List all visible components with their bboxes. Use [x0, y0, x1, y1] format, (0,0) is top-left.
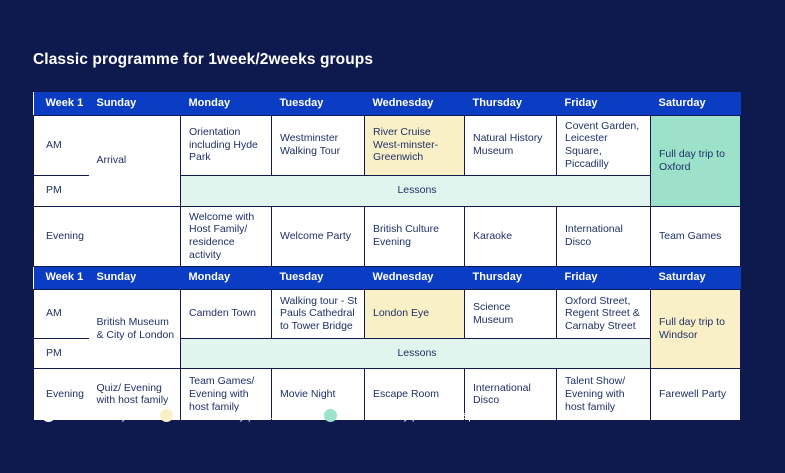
activity-cell-week1-am-thursday: Natural History Museum — [465, 115, 557, 175]
week1-day-header-saturday: Saturday — [651, 92, 741, 115]
week1-day-header-friday: Friday — [557, 92, 651, 115]
week1-evening-row — [34, 206, 741, 266]
activity-cell-week1-am-tuesday: Westminster Walking Tour — [272, 115, 365, 175]
activity-cell-week2-evening-tuesday: Movie Night — [272, 368, 365, 420]
activity-cell-week2-am-friday: Oxford Street, Regent Street & Carnaby Street — [557, 289, 651, 338]
week2-am-row — [34, 289, 741, 338]
week2-day-header-tuesday: Tuesday — [272, 266, 365, 289]
week1-row-label-evening: Evening — [34, 206, 89, 266]
week2-header-row — [34, 266, 741, 289]
week1-day-header-wednesday: Wednesday — [365, 92, 465, 115]
activity-cell-week1-evening-wednesday: British Culture Evening — [365, 206, 465, 266]
legend-label-public-transport: Excursion by public transport — [346, 409, 488, 422]
activity-cell-week2-am-thursday: Science Museum — [465, 289, 557, 338]
legend-label-private-coach: Excursion by private coach — [182, 409, 314, 422]
lessons-cell-week1: Lessons — [181, 175, 651, 206]
week1-am-row — [34, 115, 741, 175]
activity-cell-week1-evening-thursday: Karaoke — [465, 206, 557, 266]
activity-cell-week1-sunday-arrival: Arrival — [89, 115, 181, 206]
local-activity-dot-icon — [42, 409, 55, 422]
week1-day-header-monday: Monday — [181, 92, 272, 115]
legend-label-local-activity: Local activity — [64, 409, 127, 422]
activity-cell-week2-am-monday: Camden Town — [181, 289, 272, 338]
week2-day-header-wednesday: Wednesday — [365, 266, 465, 289]
week2-day-header-friday: Friday — [557, 266, 651, 289]
legend-item-local-activity — [42, 409, 127, 422]
activity-cell-week2-evening-saturday: Farewell Party — [651, 368, 741, 420]
page-title: Classic programme for 1week/2weeks groups — [33, 51, 374, 68]
week1-day-header-sunday: Sunday — [89, 92, 181, 115]
week2-label: Week 1 — [34, 266, 89, 289]
legend-item-public-transport — [324, 409, 487, 422]
week1-header-row — [34, 92, 741, 115]
activity-cell-week1-evening-monday: Welcome with Host Family/ residence activity — [181, 206, 272, 266]
week1-day-header-thursday: Thursday — [465, 92, 557, 115]
week1-label: Week 1 — [34, 92, 89, 115]
lessons-cell-week2: Lessons — [181, 338, 651, 368]
activity-cell-week2-saturday-trip: Full day trip to Windsor — [651, 289, 741, 368]
week1-row-label-am: AM — [34, 115, 89, 175]
private-coach-dot-icon — [160, 409, 173, 422]
activity-cell-week2-evening-monday: Team Games/ Evening with host family — [181, 368, 272, 420]
week2-day-header-sunday: Sunday — [89, 266, 181, 289]
week1-row-label-pm: PM — [34, 175, 89, 206]
week2-row-label-am: AM — [34, 289, 89, 338]
activity-cell-week1-evening-tuesday: Welcome Party — [272, 206, 365, 266]
week2-row-label-pm: PM — [34, 338, 89, 368]
activity-cell-week1-evening-sunday — [89, 206, 181, 266]
week2-row-label-evening: Evening — [34, 368, 89, 420]
week2-day-header-monday: Monday — [181, 266, 272, 289]
week2-day-header-saturday: Saturday — [651, 266, 741, 289]
activity-cell-week2-am-wednesday: London Eye — [365, 289, 465, 338]
activity-cell-week2-am-tuesday: Walking tour - St Pauls Cathedral to Tower Bridge — [272, 289, 365, 338]
activity-cell-week1-am-wednesday: River Cruise West-minster-Greenwich — [365, 115, 465, 175]
week2-day-header-thursday: Thursday — [465, 266, 557, 289]
activity-cell-week1-am-friday: Covent Garden, Leicester Square, Piccadilly — [557, 115, 651, 175]
activity-cell-week1-saturday-trip: Full day trip to Oxford — [651, 115, 741, 206]
activity-cell-week1-am-monday: Orientation including Hyde Park — [181, 115, 272, 175]
programme-table — [33, 92, 741, 421]
activity-cell-week2-evening-sunday: Quiz/ Evening with host family — [89, 368, 181, 420]
week1-day-header-tuesday: Tuesday — [272, 92, 365, 115]
activity-cell-week1-evening-friday: International Disco — [557, 206, 651, 266]
activity-cell-week1-evening-saturday: Team Games — [651, 206, 741, 266]
activity-cell-week2-evening-friday: Talent Show/ Evening with host family — [557, 368, 651, 420]
legend-item-private-coach — [160, 409, 313, 422]
activity-cell-week2-evening-wednesday: Escape Room — [365, 368, 465, 420]
public-transport-dot-icon — [324, 409, 337, 422]
activity-cell-week2-evening-thursday: International Disco — [465, 368, 557, 420]
activity-cell-week2-sunday-museum: British Museum & City of London — [89, 289, 181, 368]
